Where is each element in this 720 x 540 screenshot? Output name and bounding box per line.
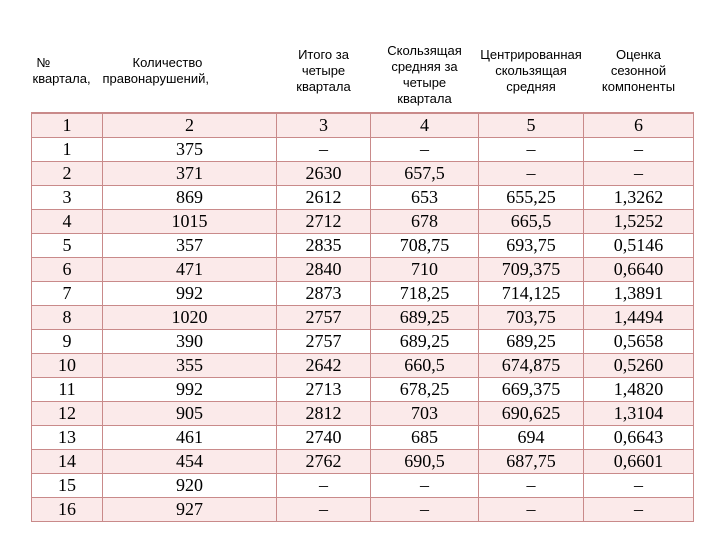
cell-quarter: 13: [32, 426, 103, 450]
seasonal-analysis-table: [31, 29, 694, 522]
cell-moving-average: 718,25: [371, 282, 479, 306]
cell-centered-moving-average: –: [479, 162, 584, 186]
cell-seasonal-component: 1,5252: [584, 210, 694, 234]
column-number: 6: [584, 113, 694, 138]
table-row: [32, 234, 694, 258]
cell-moving-average: 685: [371, 426, 479, 450]
cell-four-quarter-total: 2612: [277, 186, 371, 210]
table-row: [32, 258, 694, 282]
cell-quarter: 1: [32, 138, 103, 162]
table-row: [32, 138, 694, 162]
header-moving-average: Скользящая средняя за четыре квартала: [387, 42, 462, 106]
cell-moving-average: 653: [371, 186, 479, 210]
cell-centered-moving-average: 714,125: [479, 282, 584, 306]
cell-quarter: 7: [32, 282, 103, 306]
cell-offense-count: 357: [103, 234, 277, 258]
cell-centered-moving-average: 655,25: [479, 186, 584, 210]
header-four-quarter-total: Итого за четыре квартала: [296, 46, 351, 94]
cell-offense-count: 920: [103, 474, 277, 498]
cell-four-quarter-total: –: [277, 474, 371, 498]
cell-quarter: 2: [32, 162, 103, 186]
cell-four-quarter-total: 2713: [277, 378, 371, 402]
cell-offense-count: 371: [103, 162, 277, 186]
cell-centered-moving-average: 703,75: [479, 306, 584, 330]
column-number: 1: [32, 113, 103, 138]
cell-offense-count: 1020: [103, 306, 277, 330]
table-row: [32, 450, 694, 474]
cell-quarter: 16: [32, 498, 103, 522]
cell-centered-moving-average: 694: [479, 426, 584, 450]
cell-four-quarter-total: 2873: [277, 282, 371, 306]
table-row: [32, 210, 694, 234]
cell-four-quarter-total: 2630: [277, 162, 371, 186]
cell-four-quarter-total: 2762: [277, 450, 371, 474]
cell-centered-moving-average: 674,875: [479, 354, 584, 378]
header-centered-moving-average: Центрированная скользящая средняя: [480, 46, 582, 94]
cell-quarter: 4: [32, 210, 103, 234]
cell-seasonal-component: –: [584, 498, 694, 522]
table-row: [32, 426, 694, 450]
cell-quarter: 11: [32, 378, 103, 402]
cell-offense-count: 390: [103, 330, 277, 354]
cell-moving-average: 660,5: [371, 354, 479, 378]
cell-centered-moving-average: 693,75: [479, 234, 584, 258]
cell-centered-moving-average: 665,5: [479, 210, 584, 234]
cell-seasonal-component: 1,3891: [584, 282, 694, 306]
cell-offense-count: 461: [103, 426, 277, 450]
cell-seasonal-component: 0,5146: [584, 234, 694, 258]
cell-moving-average: 690,5: [371, 450, 479, 474]
cell-offense-count: 905: [103, 402, 277, 426]
cell-moving-average: –: [371, 138, 479, 162]
table-row: [32, 186, 694, 210]
cell-seasonal-component: 0,5260: [584, 354, 694, 378]
cell-seasonal-component: 0,6643: [584, 426, 694, 450]
cell-offense-count: 375: [103, 138, 277, 162]
cell-centered-moving-average: 690,625: [479, 402, 584, 426]
cell-four-quarter-total: 2757: [277, 306, 371, 330]
cell-moving-average: 710: [371, 258, 479, 282]
table-row: [32, 330, 694, 354]
cell-seasonal-component: –: [584, 138, 694, 162]
cell-quarter: 12: [32, 402, 103, 426]
cell-moving-average: –: [371, 498, 479, 522]
cell-seasonal-component: 1,4494: [584, 306, 694, 330]
cell-offense-count: 1015: [103, 210, 277, 234]
table-row: [32, 306, 694, 330]
cell-four-quarter-total: 2812: [277, 402, 371, 426]
cell-quarter: 3: [32, 186, 103, 210]
column-number: 3: [277, 113, 371, 138]
cell-offense-count: 355: [103, 354, 277, 378]
cell-four-quarter-total: 2835: [277, 234, 371, 258]
cell-offense-count: 992: [103, 282, 277, 306]
cell-centered-moving-average: 709,375: [479, 258, 584, 282]
cell-offense-count: 927: [103, 498, 277, 522]
cell-offense-count: 471: [103, 258, 277, 282]
column-number: 2: [103, 113, 277, 138]
cell-four-quarter-total: 2757: [277, 330, 371, 354]
cell-four-quarter-total: 2740: [277, 426, 371, 450]
cell-quarter: 14: [32, 450, 103, 474]
cell-centered-moving-average: –: [479, 138, 584, 162]
cell-quarter: 15: [32, 474, 103, 498]
cell-seasonal-component: 0,6640: [584, 258, 694, 282]
header-offense-count: Количество правонарушений,: [102, 54, 209, 86]
column-number-row: [32, 113, 694, 138]
cell-moving-average: 689,25: [371, 306, 479, 330]
cell-four-quarter-total: –: [277, 138, 371, 162]
cell-four-quarter-total: 2712: [277, 210, 371, 234]
cell-offense-count: 992: [103, 378, 277, 402]
table-row: [32, 402, 694, 426]
cell-moving-average: –: [371, 474, 479, 498]
cell-moving-average: 678,25: [371, 378, 479, 402]
cell-quarter: 5: [32, 234, 103, 258]
cell-seasonal-component: –: [584, 162, 694, 186]
column-number: 4: [371, 113, 479, 138]
cell-four-quarter-total: 2642: [277, 354, 371, 378]
cell-seasonal-component: 0,6601: [584, 450, 694, 474]
cell-offense-count: 869: [103, 186, 277, 210]
cell-moving-average: 708,75: [371, 234, 479, 258]
cell-quarter: 9: [32, 330, 103, 354]
cell-moving-average: 689,25: [371, 330, 479, 354]
cell-moving-average: 657,5: [371, 162, 479, 186]
column-number: 5: [479, 113, 584, 138]
cell-seasonal-component: 1,3262: [584, 186, 694, 210]
header-quarter: № квартала,: [32, 54, 91, 86]
cell-moving-average: 703: [371, 402, 479, 426]
cell-seasonal-component: 1,3104: [584, 402, 694, 426]
table-row: [32, 474, 694, 498]
cell-offense-count: 454: [103, 450, 277, 474]
cell-centered-moving-average: –: [479, 498, 584, 522]
cell-four-quarter-total: –: [277, 498, 371, 522]
cell-quarter: 6: [32, 258, 103, 282]
cell-four-quarter-total: 2840: [277, 258, 371, 282]
cell-moving-average: 678: [371, 210, 479, 234]
header-seasonal-component: Оценка сезонной компоненты: [601, 46, 676, 94]
table-row: [32, 378, 694, 402]
cell-seasonal-component: –: [584, 474, 694, 498]
cell-centered-moving-average: 689,25: [479, 330, 584, 354]
table-row: [32, 162, 694, 186]
cell-centered-moving-average: 687,75: [479, 450, 584, 474]
cell-seasonal-component: 0,5658: [584, 330, 694, 354]
cell-quarter: 8: [32, 306, 103, 330]
header-row: [32, 29, 694, 113]
cell-centered-moving-average: –: [479, 474, 584, 498]
table-row: [32, 498, 694, 522]
table-row: [32, 282, 694, 306]
cell-quarter: 10: [32, 354, 103, 378]
cell-seasonal-component: 1,4820: [584, 378, 694, 402]
cell-centered-moving-average: 669,375: [479, 378, 584, 402]
table-row: [32, 354, 694, 378]
table-body: [32, 113, 694, 522]
